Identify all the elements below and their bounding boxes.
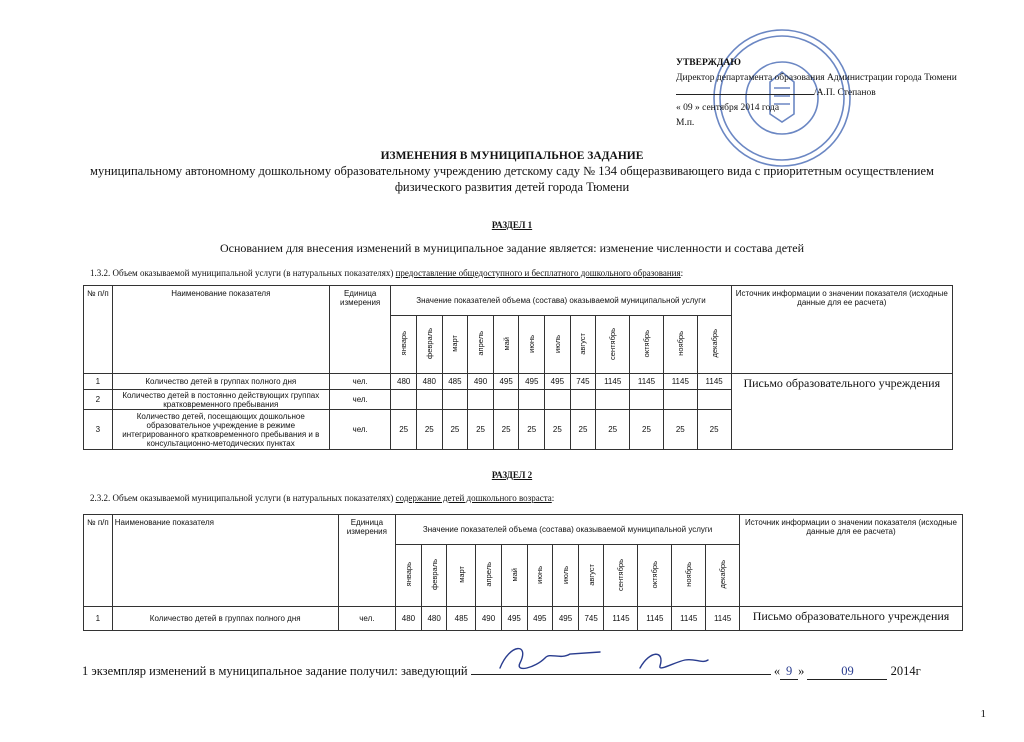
table-cell-value: 480: [396, 607, 422, 631]
table-cell-value: 25: [468, 410, 494, 450]
table-cell-value: 25: [417, 410, 443, 450]
table1-month: май: [493, 316, 519, 374]
table1-month: август: [570, 316, 596, 374]
table-cell-value: 495: [553, 607, 579, 631]
table-cell-value: 480: [391, 374, 417, 390]
approval-block: [676, 56, 976, 131]
section1-note-service: предоставление общедоступного и бесплатного дошкольного образования: [395, 268, 681, 278]
approval-mp: М.п.: [676, 118, 695, 128]
table-cell-value: 1145: [663, 374, 697, 390]
table-cell-value: 1145: [697, 374, 731, 390]
table2-source-value: Письмо образовательного учреждения: [740, 607, 963, 631]
table-cell-value: 25: [663, 410, 697, 450]
table-cell-value: 25: [630, 410, 664, 450]
table1-month: ноябрь: [663, 316, 697, 374]
table-cell-value: 490: [468, 374, 494, 390]
table-cell-unit: чел.: [329, 390, 390, 410]
table2-month: май: [501, 545, 527, 607]
table-cell-value: 495: [527, 607, 553, 631]
table-cell-value: 485: [447, 607, 476, 631]
approval-signer-line: /А.П. Степанов: [676, 86, 976, 101]
section2-note-prefix: 2.3.2. Объем оказываемой муниципальной услуги (в натуральных показателях): [90, 493, 394, 503]
table-cell-unit: чел.: [329, 410, 390, 450]
approval-date: « 09 » сентября 2014 года: [676, 103, 780, 113]
table2-header-values: Значение показателей объема (состава) оказываемой муниципальной услуги: [396, 515, 740, 545]
table-cell-num: 1: [84, 607, 113, 631]
footer-month: 09: [807, 664, 887, 680]
table-cell-unit: чел.: [338, 607, 396, 631]
table1-month: сентябрь: [596, 316, 630, 374]
table2-month: сентябрь: [604, 545, 638, 607]
table1-header-values: Значение показателей объема (состава) оказываемой муниципальной услуги: [391, 286, 731, 316]
table-cell-value: 1145: [638, 607, 672, 631]
table-cell-value: 1145: [630, 374, 664, 390]
table-cell-value: [545, 390, 571, 410]
table-row: [84, 607, 963, 631]
table-cell-value: 25: [570, 410, 596, 450]
table-cell-unit: чел.: [329, 374, 390, 390]
table-cell-value: 25: [493, 410, 519, 450]
table2-month: февраль: [421, 545, 447, 607]
table-row: [84, 374, 953, 390]
table2-month: март: [447, 545, 476, 607]
approval-signer: А.П. Степанов: [816, 88, 876, 98]
table1-month: апрель: [468, 316, 494, 374]
section2-note: [90, 493, 554, 503]
table2-month: октябрь: [638, 545, 672, 607]
section1-basis: Основанием для внесения изменений в муниципальное задание является: изменение численности и состава детей: [219, 241, 805, 255]
table-cell-value: [519, 390, 545, 410]
table-cell-value: 480: [417, 374, 443, 390]
document-subtitle: [0, 163, 1024, 195]
table-cell-value: 1145: [604, 607, 638, 631]
section1-note-prefix: 1.3.2. Объем оказываемой муниципальной услуги (в натуральных показателях): [90, 268, 394, 278]
section1-note-suffix: :: [680, 268, 684, 278]
table-cell-value: [570, 390, 596, 410]
table-cell-num: 2: [84, 390, 113, 410]
table1-month: февраль: [417, 316, 443, 374]
table2-header-unit: Единица измерения: [338, 515, 396, 607]
table2-month: июнь: [527, 545, 553, 607]
footer-date-close: »: [798, 664, 805, 678]
table2-month: август: [578, 545, 604, 607]
table1-month: январь: [391, 316, 417, 374]
table1-header-num: № п/п: [84, 286, 113, 374]
document-subtitle-line1: муниципальному автономному дошкольному образовательному учреждению детскому саду № 134 общеразвивающего вида с приоритетным осуществлением: [90, 164, 934, 178]
table-cell-value: 495: [501, 607, 527, 631]
table-cell-value: [596, 390, 630, 410]
table-cell-value: [663, 390, 697, 410]
table1-header-source: Источник информации о значении показателя (исходные данные для ее расчета): [731, 286, 952, 374]
table-cell-value: 1145: [596, 374, 630, 390]
table-cell-value: [442, 390, 468, 410]
table-cell-value: [468, 390, 494, 410]
table1-month: март: [442, 316, 468, 374]
table-cell-value: 25: [697, 410, 731, 450]
section2-note-service: содержание детей дошкольного возраста: [395, 493, 552, 503]
table1-month: октябрь: [630, 316, 664, 374]
table-cell-num: 1: [84, 374, 113, 390]
approval-heading: УТВЕРЖДАЮ: [676, 58, 741, 68]
table2-month: апрель: [476, 545, 502, 607]
table1-header-name: Наименование показателя: [112, 286, 329, 374]
table-cell-value: [391, 390, 417, 410]
table1-header-unit: Единица измерения: [329, 286, 390, 374]
table-cell-name: Количество детей в группах полного дня: [112, 374, 329, 390]
table-cell-value: 495: [545, 374, 571, 390]
table-cell-value: 745: [578, 607, 604, 631]
section2-note-suffix: :: [551, 493, 555, 503]
table1: [83, 285, 953, 450]
footer-receipt-line: [82, 664, 982, 680]
table-cell-value: [493, 390, 519, 410]
table-cell-num: 3: [84, 410, 113, 450]
table-cell-value: 485: [442, 374, 468, 390]
table2-header-source: Источник информации о значении показателя (исходные данные для ее расчета): [740, 515, 963, 607]
table-cell-value: 25: [391, 410, 417, 450]
table-cell-value: 25: [545, 410, 571, 450]
table-cell-name: Количество детей, посещающих дошкольное образовательное учреждение в режиме интегрированного кратковременного пребывания и в консультационно-методических пунктах: [112, 410, 329, 450]
footer-day: 9: [780, 664, 798, 680]
table-cell-value: 1145: [672, 607, 706, 631]
footer-year: 2014г: [890, 664, 921, 678]
table-cell-value: 25: [596, 410, 630, 450]
section1-note: [90, 268, 683, 278]
table2-month: январь: [396, 545, 422, 607]
table1-month: июнь: [519, 316, 545, 374]
approval-position: Директор департамента образования Администрации города Тюмени: [676, 73, 957, 83]
page-number: 1: [980, 708, 986, 720]
footer-date-open: «: [773, 664, 781, 678]
table1-source-value: Письмо образовательного учреждения: [731, 374, 952, 450]
table-cell-value: [417, 390, 443, 410]
table2-month: ноябрь: [672, 545, 706, 607]
table-cell-value: 495: [519, 374, 545, 390]
section2-heading: РАЗДЕЛ 2: [491, 470, 533, 480]
document-title: ИЗМЕНЕНИЯ В МУНИЦИПАЛЬНОЕ ЗАДАНИЕ: [380, 150, 644, 162]
table-cell-value: 25: [442, 410, 468, 450]
table-cell-value: 480: [421, 607, 447, 631]
table-cell-value: [697, 390, 731, 410]
table-cell-value: 25: [519, 410, 545, 450]
document-subtitle-line2: физического развития детей города Тюмени: [394, 180, 630, 194]
table2-month: декабрь: [706, 545, 740, 607]
table-cell-value: 490: [476, 607, 502, 631]
table2-month: июль: [553, 545, 579, 607]
table1-month: июль: [545, 316, 571, 374]
table-cell-value: 495: [493, 374, 519, 390]
table-cell-value: 1145: [706, 607, 740, 631]
table-cell-name: Количество детей в группах полного дня: [112, 607, 338, 631]
table2-header-name: Наименование показателя: [112, 515, 338, 607]
footer-received-text: 1 экземпляр изменений в муниципальное задание получил: заведующий: [82, 664, 468, 678]
section1-heading: РАЗДЕЛ 1: [491, 220, 533, 230]
table-cell-name: Количество детей в постоянно действующих группах кратковременного пребывания: [112, 390, 329, 410]
table-cell-value: 745: [570, 374, 596, 390]
table-cell-value: [630, 390, 664, 410]
table2-header-num: № п/п: [84, 515, 113, 607]
table1-month: декабрь: [697, 316, 731, 374]
table2: [83, 514, 963, 631]
